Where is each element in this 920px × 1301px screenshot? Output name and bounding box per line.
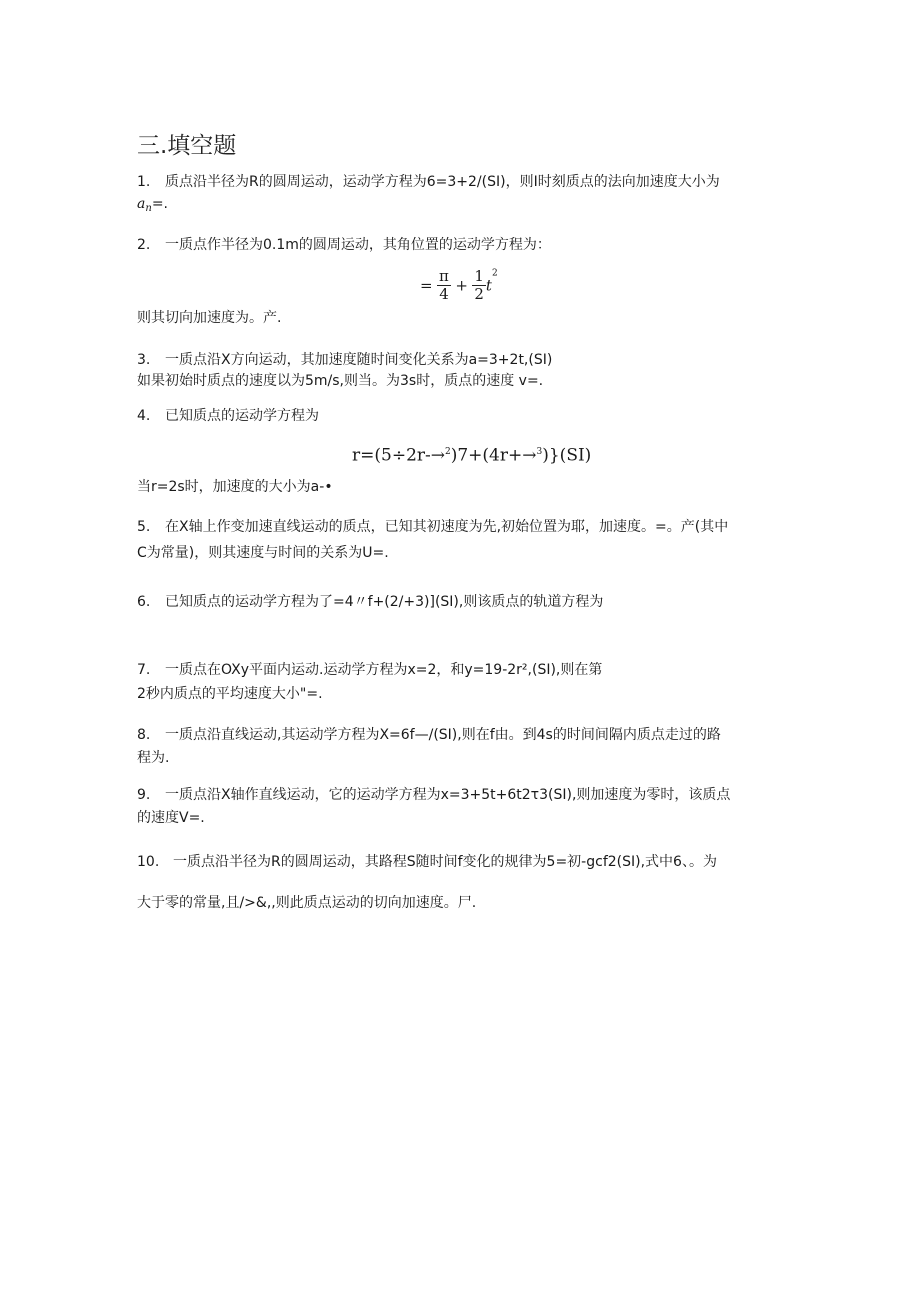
question-text: 质点沿半径为R的圆周运动，运动学方程为6=3+2/(SI)，则I时刻质点的法向加速度大小为	[165, 174, 720, 190]
question-number: 3.	[137, 352, 151, 368]
question-4	[137, 406, 319, 426]
question-number: 7.	[137, 662, 151, 678]
question-5-line-2: C为常量)，则其速度与时间的关系为U=.	[137, 545, 389, 561]
fraction-pi-over-4: $\frac{\pi}{4}$	[439, 267, 449, 303]
question-10-line-2: 大于零的常量,且/>&,,则此质点运动的切向加速度。尸.	[137, 895, 477, 911]
question-6	[137, 592, 603, 612]
equation-part-b: )7+(4r+→	[450, 445, 537, 466]
question-10	[137, 852, 717, 872]
question-text: 一质点沿X方向运动，其加速度随时间变化关系为a=3+2t,(SI)	[165, 352, 553, 368]
question-number: 8.	[137, 727, 151, 743]
question-9-line-2: 的速度V=.	[137, 810, 205, 826]
question-2	[137, 235, 551, 255]
time-variable: t	[485, 276, 492, 295]
question-9	[137, 785, 730, 805]
question-text: 一质点作半径为0.1m的圆周运动，其角位置的运动学方程为：	[165, 237, 551, 253]
section-title: 三.填空题	[137, 133, 237, 159]
angular-position-equation	[420, 268, 510, 308]
question-text: 已知质点的运动学方程为了=4〃f+(2/+3)](SI),则该质点的轨道方程为	[165, 594, 604, 610]
question-1	[137, 172, 720, 192]
question-number: 2.	[137, 237, 151, 253]
answer-blank: =.	[151, 196, 168, 212]
question-text: 一质点沿X轴作直线运动，它的运动学方程为x=3+5t+6t2τ3(SI),则加速度为零时，该质点	[165, 787, 731, 803]
question-number: 4.	[137, 408, 151, 424]
question-text: 已知质点的运动学方程为	[165, 408, 319, 424]
question-number: 1.	[137, 174, 151, 190]
question-3-line-2: 如果初始时质点的速度以为5m/s,则当。为3s时，质点的速度 v=.	[137, 373, 544, 389]
question-3	[137, 350, 552, 370]
question-5	[137, 517, 728, 537]
equation-exponent-2: 2	[445, 447, 451, 457]
normal-acceleration-symbol: a	[137, 196, 146, 212]
equation-part-a: r=(5÷2r-→	[352, 445, 445, 466]
normal-acceleration-subscript: n	[145, 203, 152, 214]
question-text: 一质点沿半径为R的圆周运动，其路程S随时间f变化的规律为5=初-gcf2(SI),式中6、。为	[173, 854, 717, 870]
equation-part-c: )}(SI)	[542, 445, 592, 466]
question-8-line-2: 程为.	[137, 750, 170, 766]
question-4-line-3: 当r=2s时，加速度的大小为a-•	[137, 479, 333, 495]
question-8	[137, 725, 721, 745]
equation-exponent-3: 3	[536, 447, 543, 457]
exponent: 2	[491, 268, 498, 279]
fraction-one-half: $\frac{1}{2}$	[474, 267, 484, 303]
question-text: 一质点在OXy平面内运动.运动学方程为x=2，和y=19-2r²,(SI),则在第	[165, 662, 603, 678]
question-number: 9.	[137, 787, 151, 803]
equals-sign: =	[420, 276, 433, 295]
question-7	[137, 660, 602, 680]
motion-equation	[352, 440, 591, 468]
plus-sign: +	[455, 276, 468, 295]
question-text: 一质点沿直线运动,其运动学方程为X=6f—/(SI),则在f由。到4s的时间间隔内质点走过的路	[165, 727, 721, 743]
question-2-line-3: 则其切向加速度为。产.	[137, 310, 282, 326]
question-text: 在X轴上作变加速直线运动的质点，已知其初速度为先,初始位置为耶，加速度。=。产(其中	[165, 519, 729, 535]
question-number: 5.	[137, 519, 151, 535]
question-1-answer-line	[137, 194, 168, 219]
question-number: 6.	[137, 594, 151, 610]
question-7-line-2: 2秒内质点的平均速度大小"=.	[137, 686, 323, 702]
question-number: 10.	[137, 854, 160, 870]
